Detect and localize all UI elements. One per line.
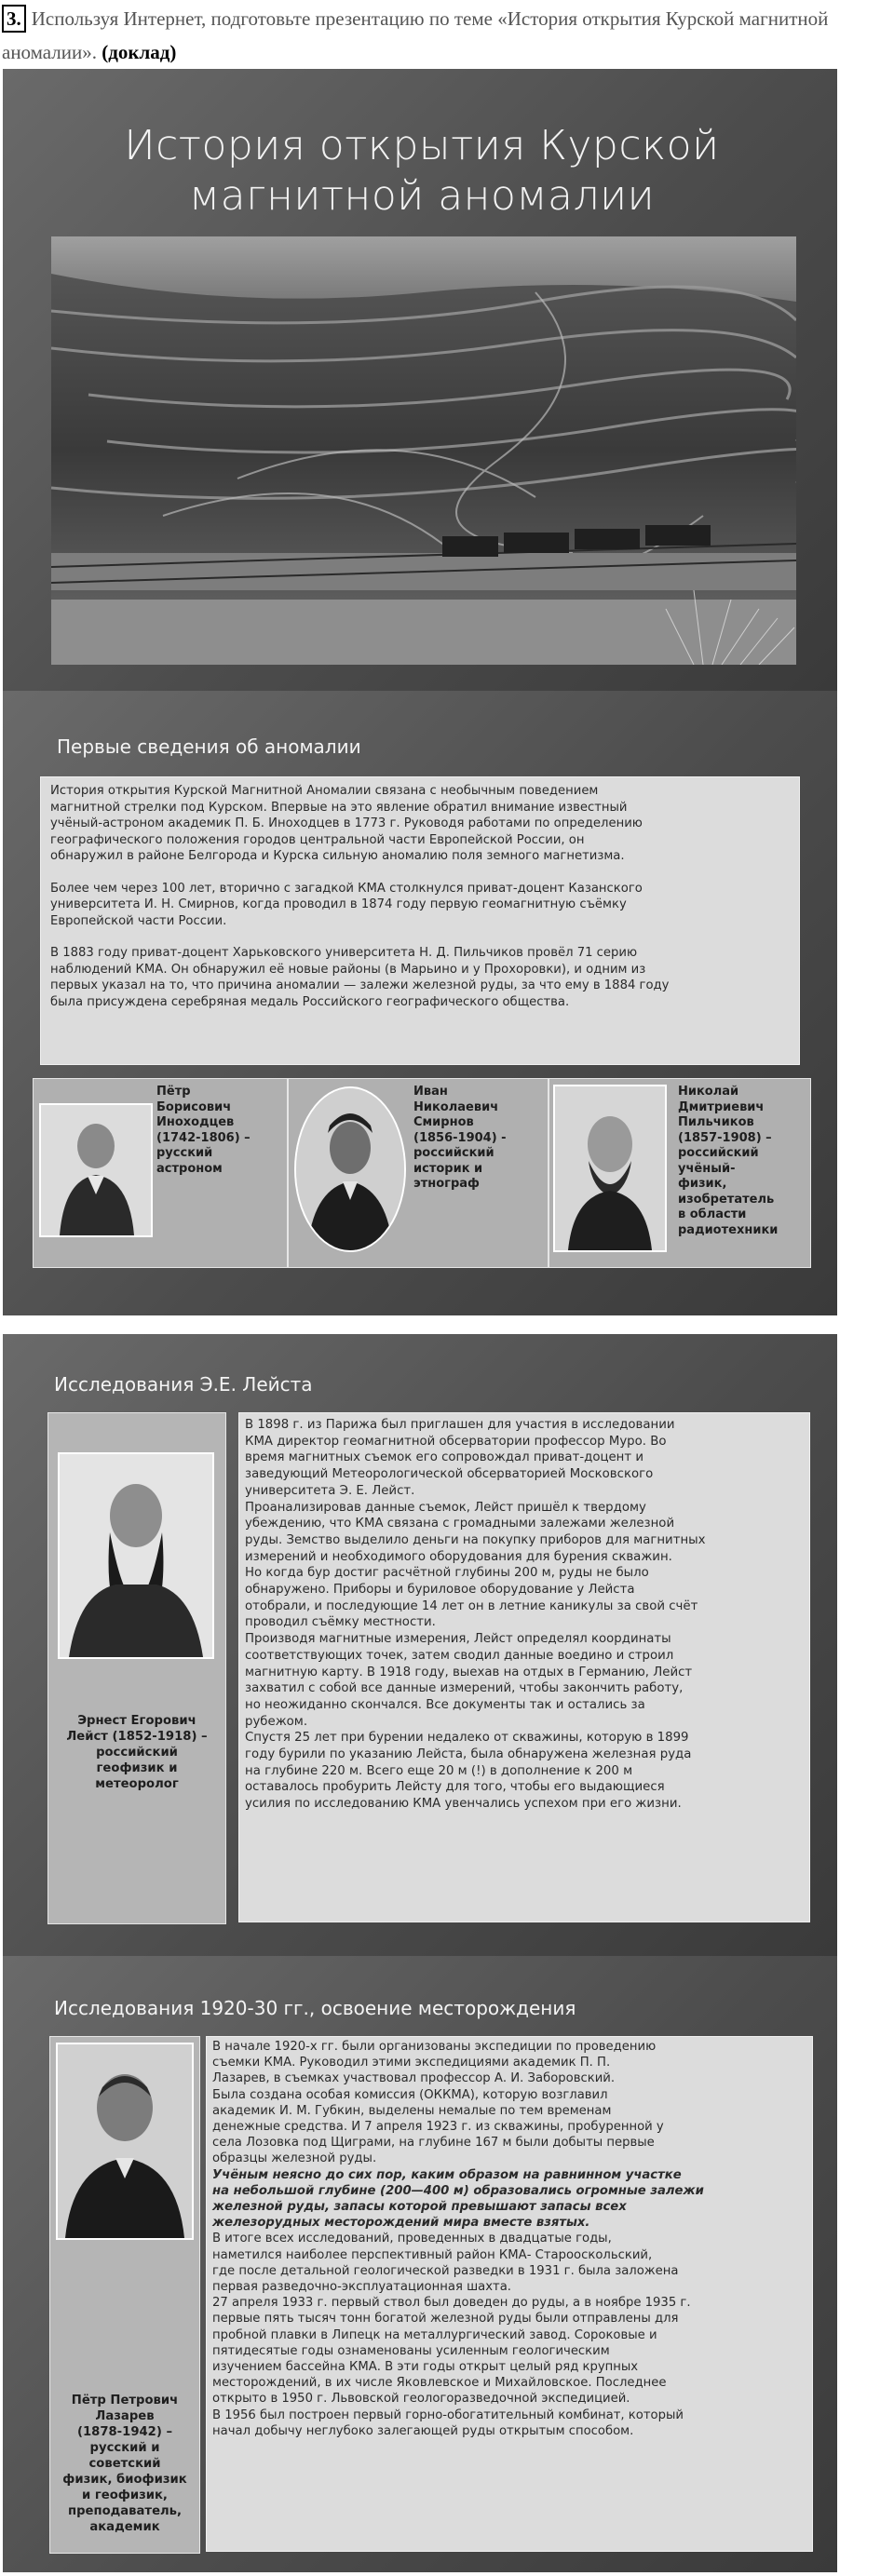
portrait-strip bbox=[33, 1078, 811, 1268]
leist-portrait bbox=[58, 1452, 214, 1659]
task-note: (доклад) bbox=[102, 41, 177, 63]
pilchikov-caption: Николай Дмитриевич Пильчиков (1857-1908) – российский учёный- физик, изобретатель в области радиотехники bbox=[678, 1085, 779, 1237]
lazarev-portrait bbox=[56, 2043, 194, 2240]
portrait-card-smirnov bbox=[289, 1079, 549, 1267]
slide2-textbox bbox=[40, 776, 800, 1065]
task-header bbox=[2, 2, 887, 69]
slide3-heading: Исследования Э.Е. Лейста bbox=[54, 1373, 313, 1396]
slide-first-info bbox=[3, 691, 837, 1315]
slide2-paragraph-3: В 1883 году приват-доцент Харьковского университета Н. Д. Пильчиков провёл 71 серию наблюдений КМА. Он обнаружил её новые районы (в Марьино и у Прохоровки), и одним из первых указал на то, что причина аномалии — залежи железной руды, за что ему в 1884 году была присуждена серебряная медаль Российского географического общества. bbox=[50, 946, 670, 1009]
slide4-body-1: В начале 1920-х гг. были организованы экспедиции по проведению съемки КМА. Руководил этими экспедициями академик П. П. Лазарев, в съемках участвовал профессор А. И. Заборовский. Была создана особая комиссия (ОККМА), которую возглавил академик И. М. Губкин, выделены немалые по тем временам денежные средства. И 7 апреля 1923 г. из скважины, пробуренной у села Лозовка под Щиграми, на глубине 167 м были добыты первые образцы железной руды. bbox=[212, 2040, 664, 2166]
leist-panel bbox=[47, 1412, 226, 1924]
leist-caption: Эрнест Егорович Лейст (1852-1918) – российский геофизик и метеоролог bbox=[66, 1714, 208, 1791]
presentation-title-line2: магнитной аномалии bbox=[188, 172, 656, 220]
smirnov-caption: Иван Николаевич Смирнов (1856-1904) - российский историк и этнограф bbox=[413, 1085, 507, 1191]
lazarev-panel bbox=[49, 2036, 200, 2554]
slide4-heading: Исследования 1920-30 гг., освоение месторождения bbox=[54, 1997, 576, 2019]
slide3-body: В 1898 г. из Парижа был приглашен для участия в исследовании КМА директор геомагнитной обсерватории профессор Муро. Во время магнитных съемок его сопровождал приват-доцент и заведующий Метеорологической обсерваторией Московского университета Э. Е. Лейст. Проанализировав данные съемок, Лейст пришёл к твердому убеждению, что КМА связана с громадными залежами железной руды. Земство выделило деньги на покупку приборов для магнитных измерений и необходимого оборудования для бурения скважин. Но когда бур достиг расчётной глубины 200 м, руды не было обнаружено. Приборы и буриловое оборудование у Лейста отобрали, и последующие 14 лет он в летние каникулы за свой счёт проводил съёмку местности. Производя магнитные измерения, Лейст определял координаты соответствующих точек, затем сводил данные воедино и строил магнитную карту. В 1918 году, выехав на отдых в Германию, Лейст захватил с собой все данные измерений, чтобы закончить работу, но неожиданно скончался. Все документы так и остались за рубежом. Спустя 25 лет при бурении недалеко от скважины, которую в 1899 году бурили по указанию Лейста, была обнаружена железная руда на глубине 220 м. Всего еще 20 м (!) в дополнение к 200 м оставалось пробурить Лейсту для того, чтобы его выдающиеся усилия по исследованию КМА увенчались успехом при его жизни. bbox=[245, 1418, 706, 1812]
slide-leist bbox=[3, 1334, 837, 1956]
slide4-textbox bbox=[206, 2036, 813, 2552]
smirnov-portrait bbox=[294, 1086, 406, 1252]
slide-1920s bbox=[3, 1956, 837, 2572]
portrait-card-pilchikov bbox=[549, 1079, 810, 1267]
task-text-line1: Используя Интернет, подготовьте презентацию по теме «История открытия Курской магнитной bbox=[31, 7, 829, 30]
portrait-card-inokhodtsev bbox=[34, 1079, 289, 1267]
slide4-body-emphasis: Учёным неясно до сих пор, каким образом на равнинном участке на небольшой глубине (200—400 м) образовались огромные залежи железной руды, запасы которой превышают запасы всех железорудных месторождений мира вместе взятых. bbox=[212, 2167, 704, 2231]
lazarev-caption: Пётр Петрович Лазарев (1878-1942) – русский и советский физик, биофизик и геофизик, преподаватель, академик bbox=[62, 2394, 187, 2534]
inokhodtsev-caption: Пётр Борисович Иноходцев (1742-1806) – русский астроном bbox=[156, 1085, 251, 1176]
slide3-textbox bbox=[238, 1412, 810, 1922]
task-text-line2: аномалии». bbox=[2, 41, 98, 63]
task-number: 3. bbox=[2, 5, 26, 33]
presentation-title-line1: История открытия Курской bbox=[124, 122, 720, 169]
slide-title bbox=[3, 69, 837, 691]
inokhodtsev-portrait bbox=[39, 1103, 153, 1237]
slide2-paragraph-1: История открытия Курской Магнитной Аномалии связана с необычным поведением магнитной стрелки под Курском. Впервые на это явление обратил внимание известный учёный-астроном академик П. Б. Иноходцев в 1773 г. Руководя работами по определению географического положения городов центральной части Европейской России, он обнаружил в районе Белгорода и Курска сильную аномалию поля земного магнетизма. bbox=[50, 784, 643, 863]
slide2-heading: Первые сведения об аномалии bbox=[57, 735, 361, 758]
slide4-body-3: В итоге всех исследований, проведенных в двадцатые годы, наметился наиболее перспективный район КМА- Старооскольский, где после детальной геологической разведки в 1931 г. была заложена первая разведочно-эксплуатационная шахта. 27 апреля 1933 г. первый ствол был доведен до руды, а в ноябре 1935 г. первые пять тысяч тонн богатой железной руды были отправлены для пробной плавки в Липецк на металлургический завод. Сороковые и пятидесятые годы ознаменованы усиленным геологическим изучением бассейна КМА. В эти годы открыт целый ряд крупных месторождений, в их числе Яковлевское и Михайловское. Последнее открыто в 1950 г. Львовской геологоразведочной экспедицией. В 1956 был построен первый горно-обогатительный комбинат, который начал добычу неглубоко залегающей руды открытым способом. bbox=[212, 2232, 691, 2438]
presentation-title bbox=[40, 121, 804, 222]
quarry-photo bbox=[51, 236, 796, 665]
slide2-paragraph-2: Более чем через 100 лет, вторично с загадкой КМА столкнулся приват-доцент Казанского университета И. Н. Смирнов, когда проводил в 1874 году первую геомагнитную съёмку Европейской части России. bbox=[50, 881, 643, 928]
pilchikov-portrait bbox=[553, 1085, 667, 1252]
